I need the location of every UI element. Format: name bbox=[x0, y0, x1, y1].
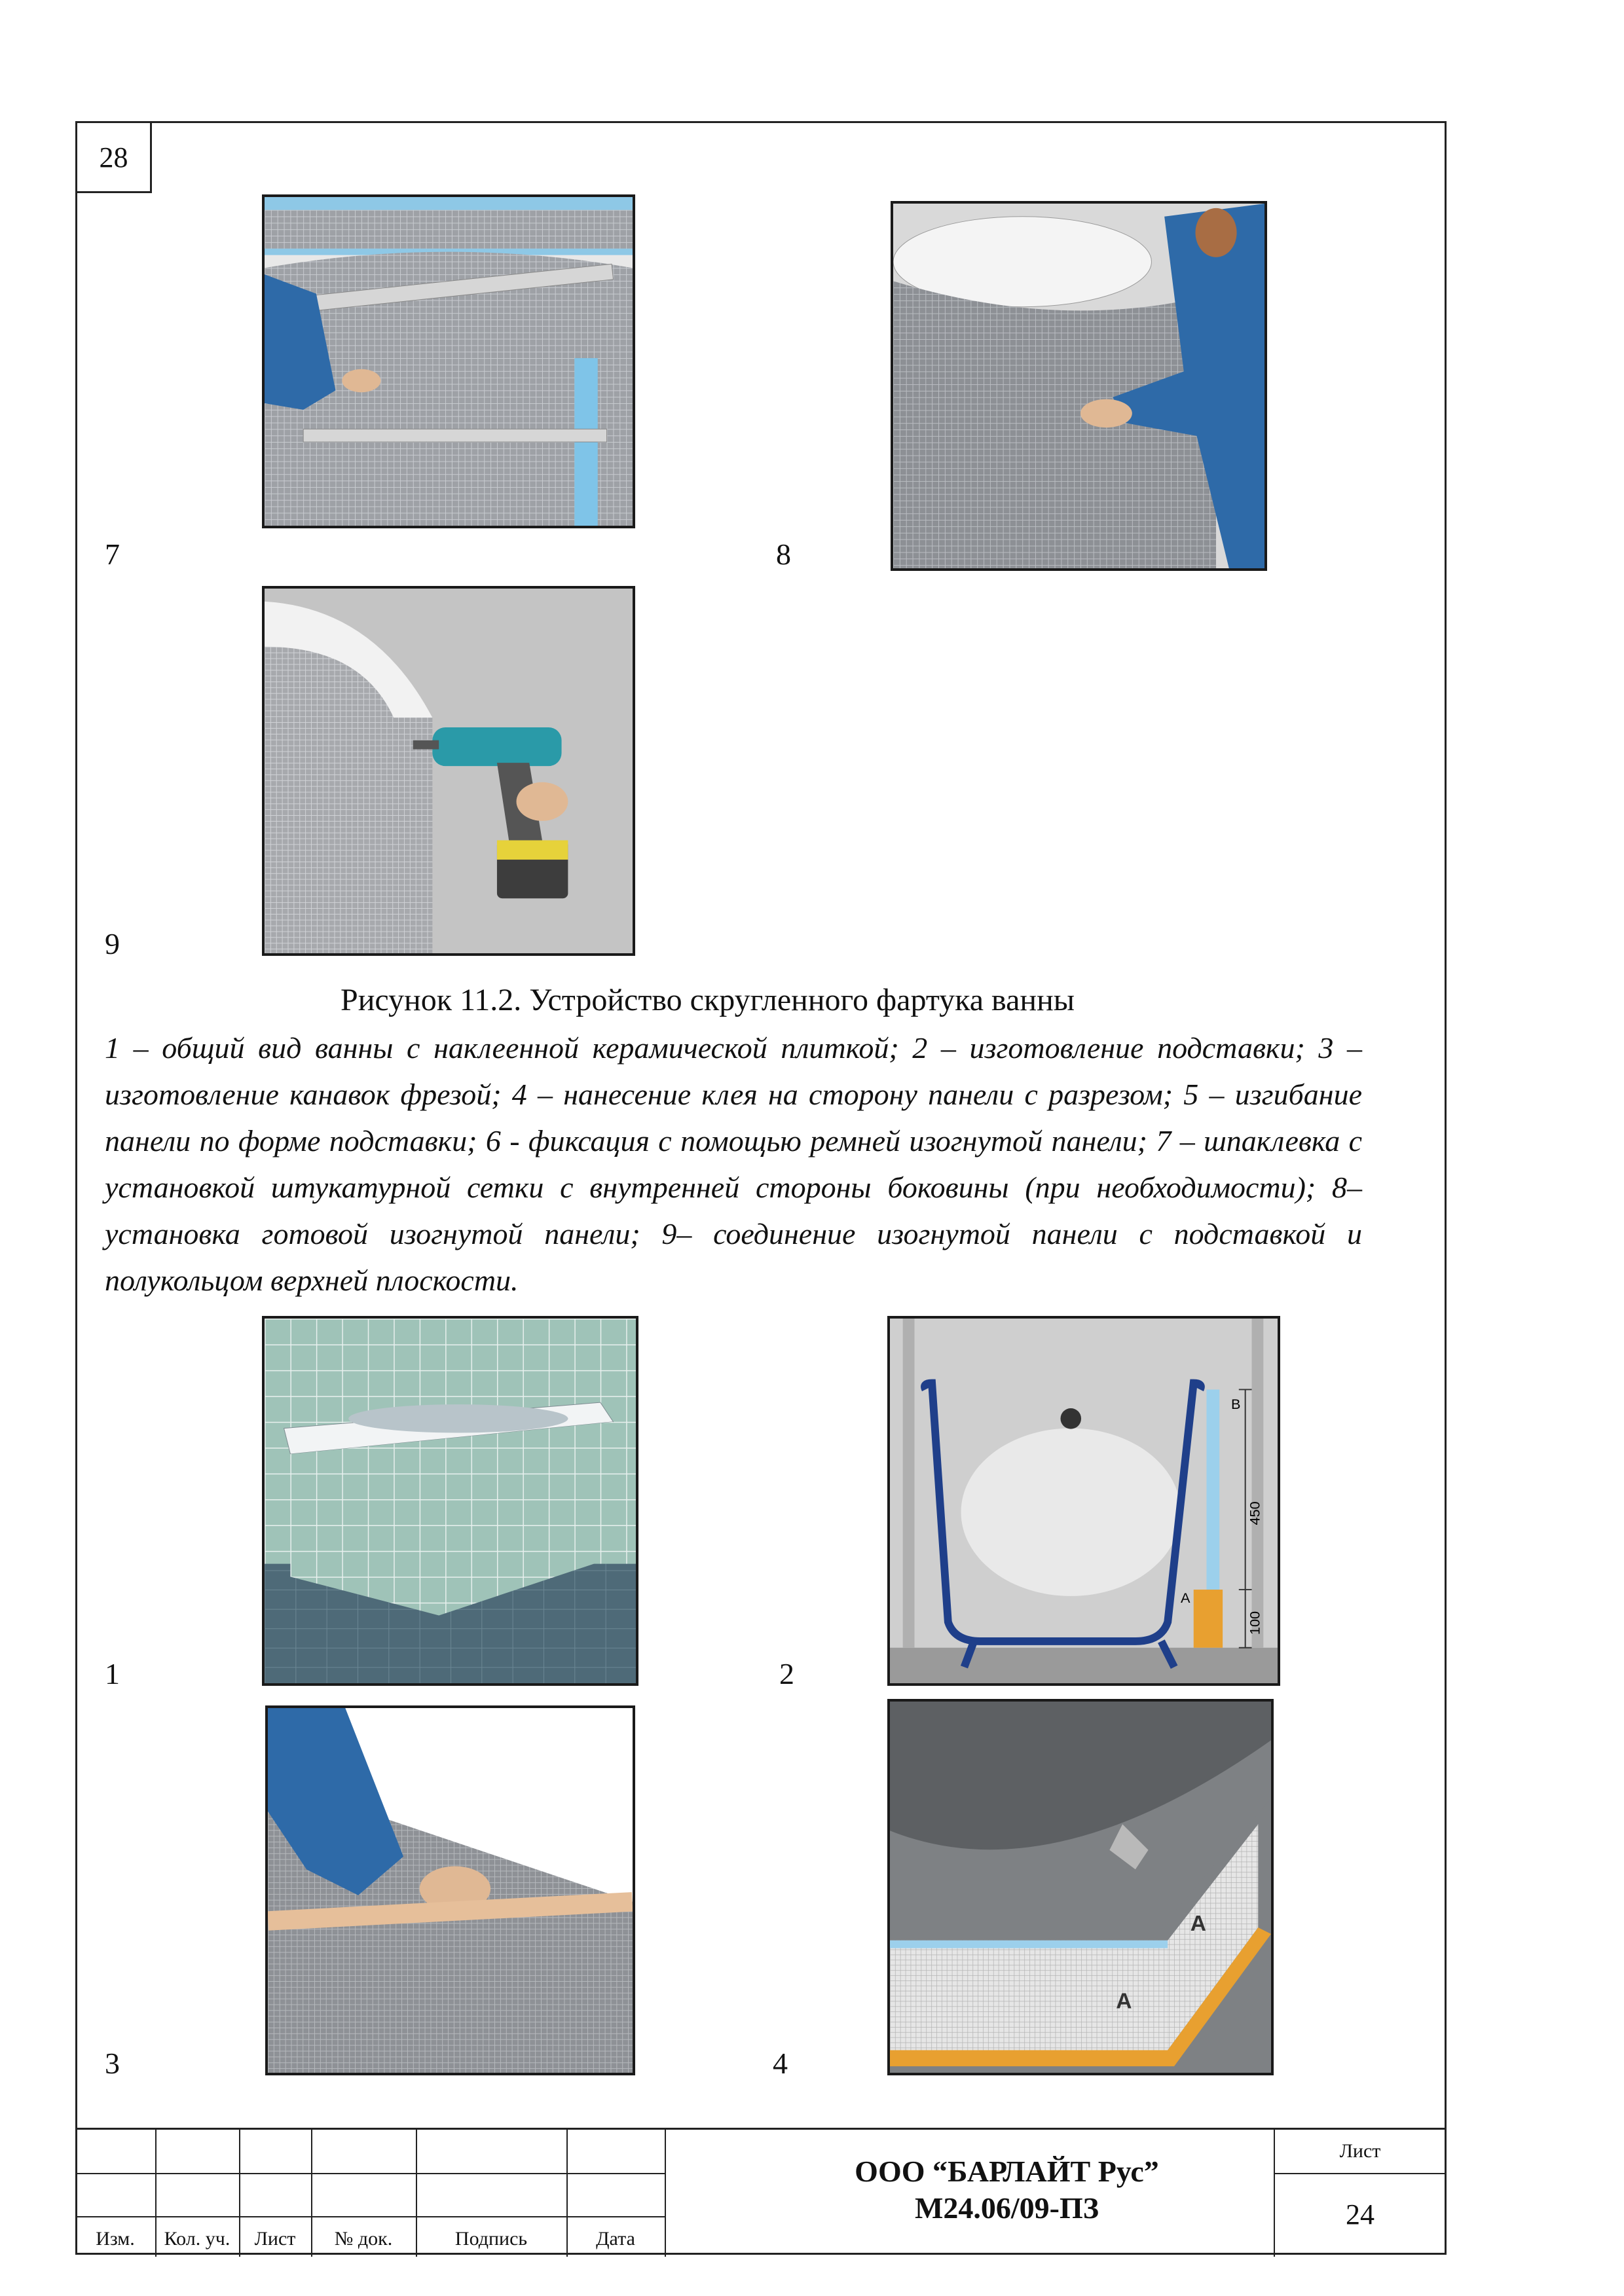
stamp-col-list: Лист bbox=[254, 2228, 296, 2250]
stamp-col-izm: Изм. bbox=[96, 2228, 135, 2250]
figure-7-mesh-plastering bbox=[262, 194, 635, 528]
stamp-row-line bbox=[75, 2216, 665, 2217]
stamp-org-name: ООО “БАРЛАЙТ Рус” bbox=[855, 2155, 1159, 2188]
stamp-col-kol: Кол. уч. bbox=[164, 2228, 231, 2250]
figure-7-number: 7 bbox=[105, 538, 120, 571]
diagram2-dim-100: 100 bbox=[1246, 1611, 1263, 1635]
figure-8-panel-installation bbox=[891, 201, 1267, 571]
diagram2-label-a: A bbox=[1181, 1589, 1190, 1606]
figure-2-support-drawing bbox=[887, 1316, 1280, 1686]
stamp-sheet-label: Лист bbox=[1339, 2140, 1381, 2162]
diagram2-label-b: B bbox=[1230, 1396, 1241, 1413]
figure-1-number: 1 bbox=[105, 1657, 120, 1690]
stamp-col-sign: Подпись bbox=[454, 2228, 528, 2250]
figure-3-groove-cutting bbox=[265, 1705, 635, 2075]
figure-9-number: 9 bbox=[105, 927, 120, 960]
diagram4-label-a1: A bbox=[1116, 1989, 1132, 2014]
figure-4-glue-application bbox=[887, 1699, 1274, 2075]
figure-caption: Рисунок 11.2. Устройство скругленного фартука ванны bbox=[341, 983, 1075, 1017]
figure-8-number: 8 bbox=[776, 538, 791, 571]
figure-legend bbox=[105, 1025, 1362, 1303]
page-number: 28 bbox=[75, 121, 152, 193]
diagram4-label-a2: A bbox=[1190, 1912, 1206, 1937]
legend-text: 1 – общий вид ванны с наклеенной керамической плиткой; 2 – изготовление подставки; 3 –изготовление канавок фрезой; 4 – нанесение клея на сторону панели с разрезом; 5 – изгибание панели по форме подставки; 6 - фиксация с помощью ремней изогнутой панели; 7 – шпаклевка с установкой штукатурной сетки с внутренней стороны боковины (при необходимости); 8– установка готовой изогнутой панели; 9– соединение изогнутой панели с подставкой и полукольцом верхней плоскости. bbox=[105, 1031, 1362, 1297]
figure-3-number: 3 bbox=[105, 2047, 120, 2080]
figure-4-number: 4 bbox=[773, 2047, 788, 2080]
stamp-sheet-number: 24 bbox=[1346, 2198, 1375, 2231]
stamp-row-line bbox=[75, 2173, 665, 2174]
title-block bbox=[75, 2128, 1447, 2257]
figure-1-tiled-bath bbox=[262, 1316, 638, 1686]
figure-9-screwdriver-fixing bbox=[262, 586, 635, 956]
stamp-col-date: Дата bbox=[596, 2228, 635, 2250]
figure-2-number: 2 bbox=[779, 1657, 794, 1690]
stamp-col-doc: № док. bbox=[334, 2228, 393, 2250]
stamp-organization bbox=[665, 2153, 1349, 2227]
diagram2-dim-450: 450 bbox=[1246, 1501, 1263, 1525]
stamp-doc-code: М24.06/09-ПЗ bbox=[914, 2191, 1099, 2225]
